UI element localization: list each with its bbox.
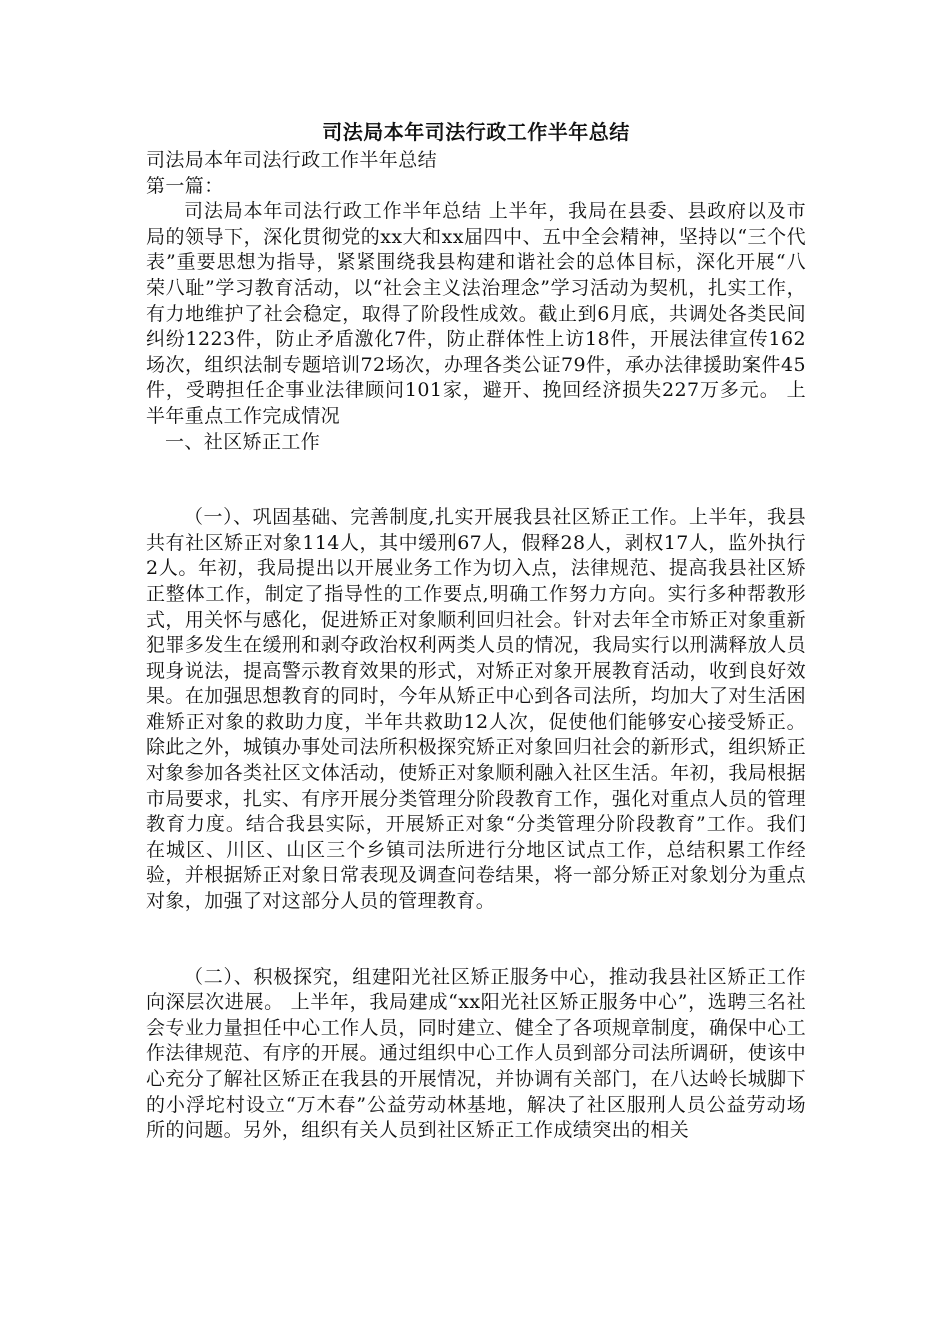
document-subtitle: 司法局本年司法行政工作半年总结 [146, 149, 438, 171]
paragraph-community-correction-1: （一）、巩固基础、完善制度,扎实开展我县社区矫正工作。上半年，我县共有社区矫正对象114人，其中缓刑67人，假释28人，剥权17人，监外执行2人。年初，我局提出以开展业务工作为切入点，法律规范、提高我县社区矫正整体工作，制定了指导性的工作要点,明确工作努力方向。实行多种帮教形式，用关怀与感化，促进矫正对象顺利回归社会。针对去年全市矫正对象重新犯罪多发生在缓刑和剥夺政治权利两类人员的情况，我局实行以刑满释放人员现身说法，提高警示教育效果的形式，对矫正对象开展教育活动，收到良好效果。在加强思想教育的同时，今年从矫正中心到各司法所，均加大了对生活困难矫正对象的救助力度，半年共救助12人次，促使他们能够安心接受矫正。除此之外，城镇办事处司法所积极探究矫正对象回归社会的新形式，组织矫正对象参加各类社区文体活动，使矫正对象顺利融入社区生活。年初，我局根据市局要求，扎实、有序开展分类管理分阶段教育工作，强化对重点人员的管理教育力度。结合我县实际，开展矫正对象“分类管理分阶段教育”工作。我们在城区、川区、山区三个乡镇司法所进行分地区试点工作，总结积累工作经验，并根据矫正对象日常表现及调查问卷结果，将一部分矫正对象划分为重点对象，加强了对这部分人员的管理教育。 [146, 506, 806, 913]
document-title: 司法局本年司法行政工作半年总结 [322, 120, 630, 144]
section-heading: 一、社区矫正工作 [165, 430, 321, 453]
paragraph-spacer [146, 455, 806, 505]
paragraph-spacer [146, 915, 806, 965]
paragraph-community-correction-2: （二）、积极探究，组建阳光社区矫正服务中心，推动我县社区矫正工作向深层次进展。 上半年，我局建成“xx阳光社区矫正服务中心”，选聘三名社会专业力量担任中心工作人员，同时建立、健全了各项规章制度，确保中心工作法律规范、有序的开展。通过组织中心工作人员到部分司法所调研，使该中心充分了解社区矫正在我县的开展情况，并协调有关部门，在八达岭长城脚下的小浮坨村设立“万木春”公益劳动林基地，解决了社区服刑人员公益劳动场所的问题。另外，组织有关人员到社区矫正工作成绩突出的相关 [146, 965, 806, 1142]
document-page [146, 118, 806, 1144]
part-label: 第一篇： [146, 174, 224, 197]
intro-paragraph: 司法局本年司法行政工作半年总结 上半年，我局在县委、县政府以及市局的领导下，深化贯彻党的xx大和xx届四中、五中全会精神，坚持以“三个代表”重要思想为指导，紧紧围绕我县构建和谐社会的总体目标，深化开展“八荣八耻”学习教育活动，以“社会主义法治理念”学习活动为契机，扎实工作，有力地维护了社会稳定，取得了阶段性成效。截止到6月底，共调处各类民间纠纷1223件，防止矛盾激化7件，防止群体性上访18件，开展法律宣传162场次，组织法制专题培训72场次，办理各类公证79件，承办法律援助案件45件，受聘担任企事业法律顾问101家，避开、挽回经济损失227万多元。 上半年重点工作完成情况 [146, 200, 806, 427]
